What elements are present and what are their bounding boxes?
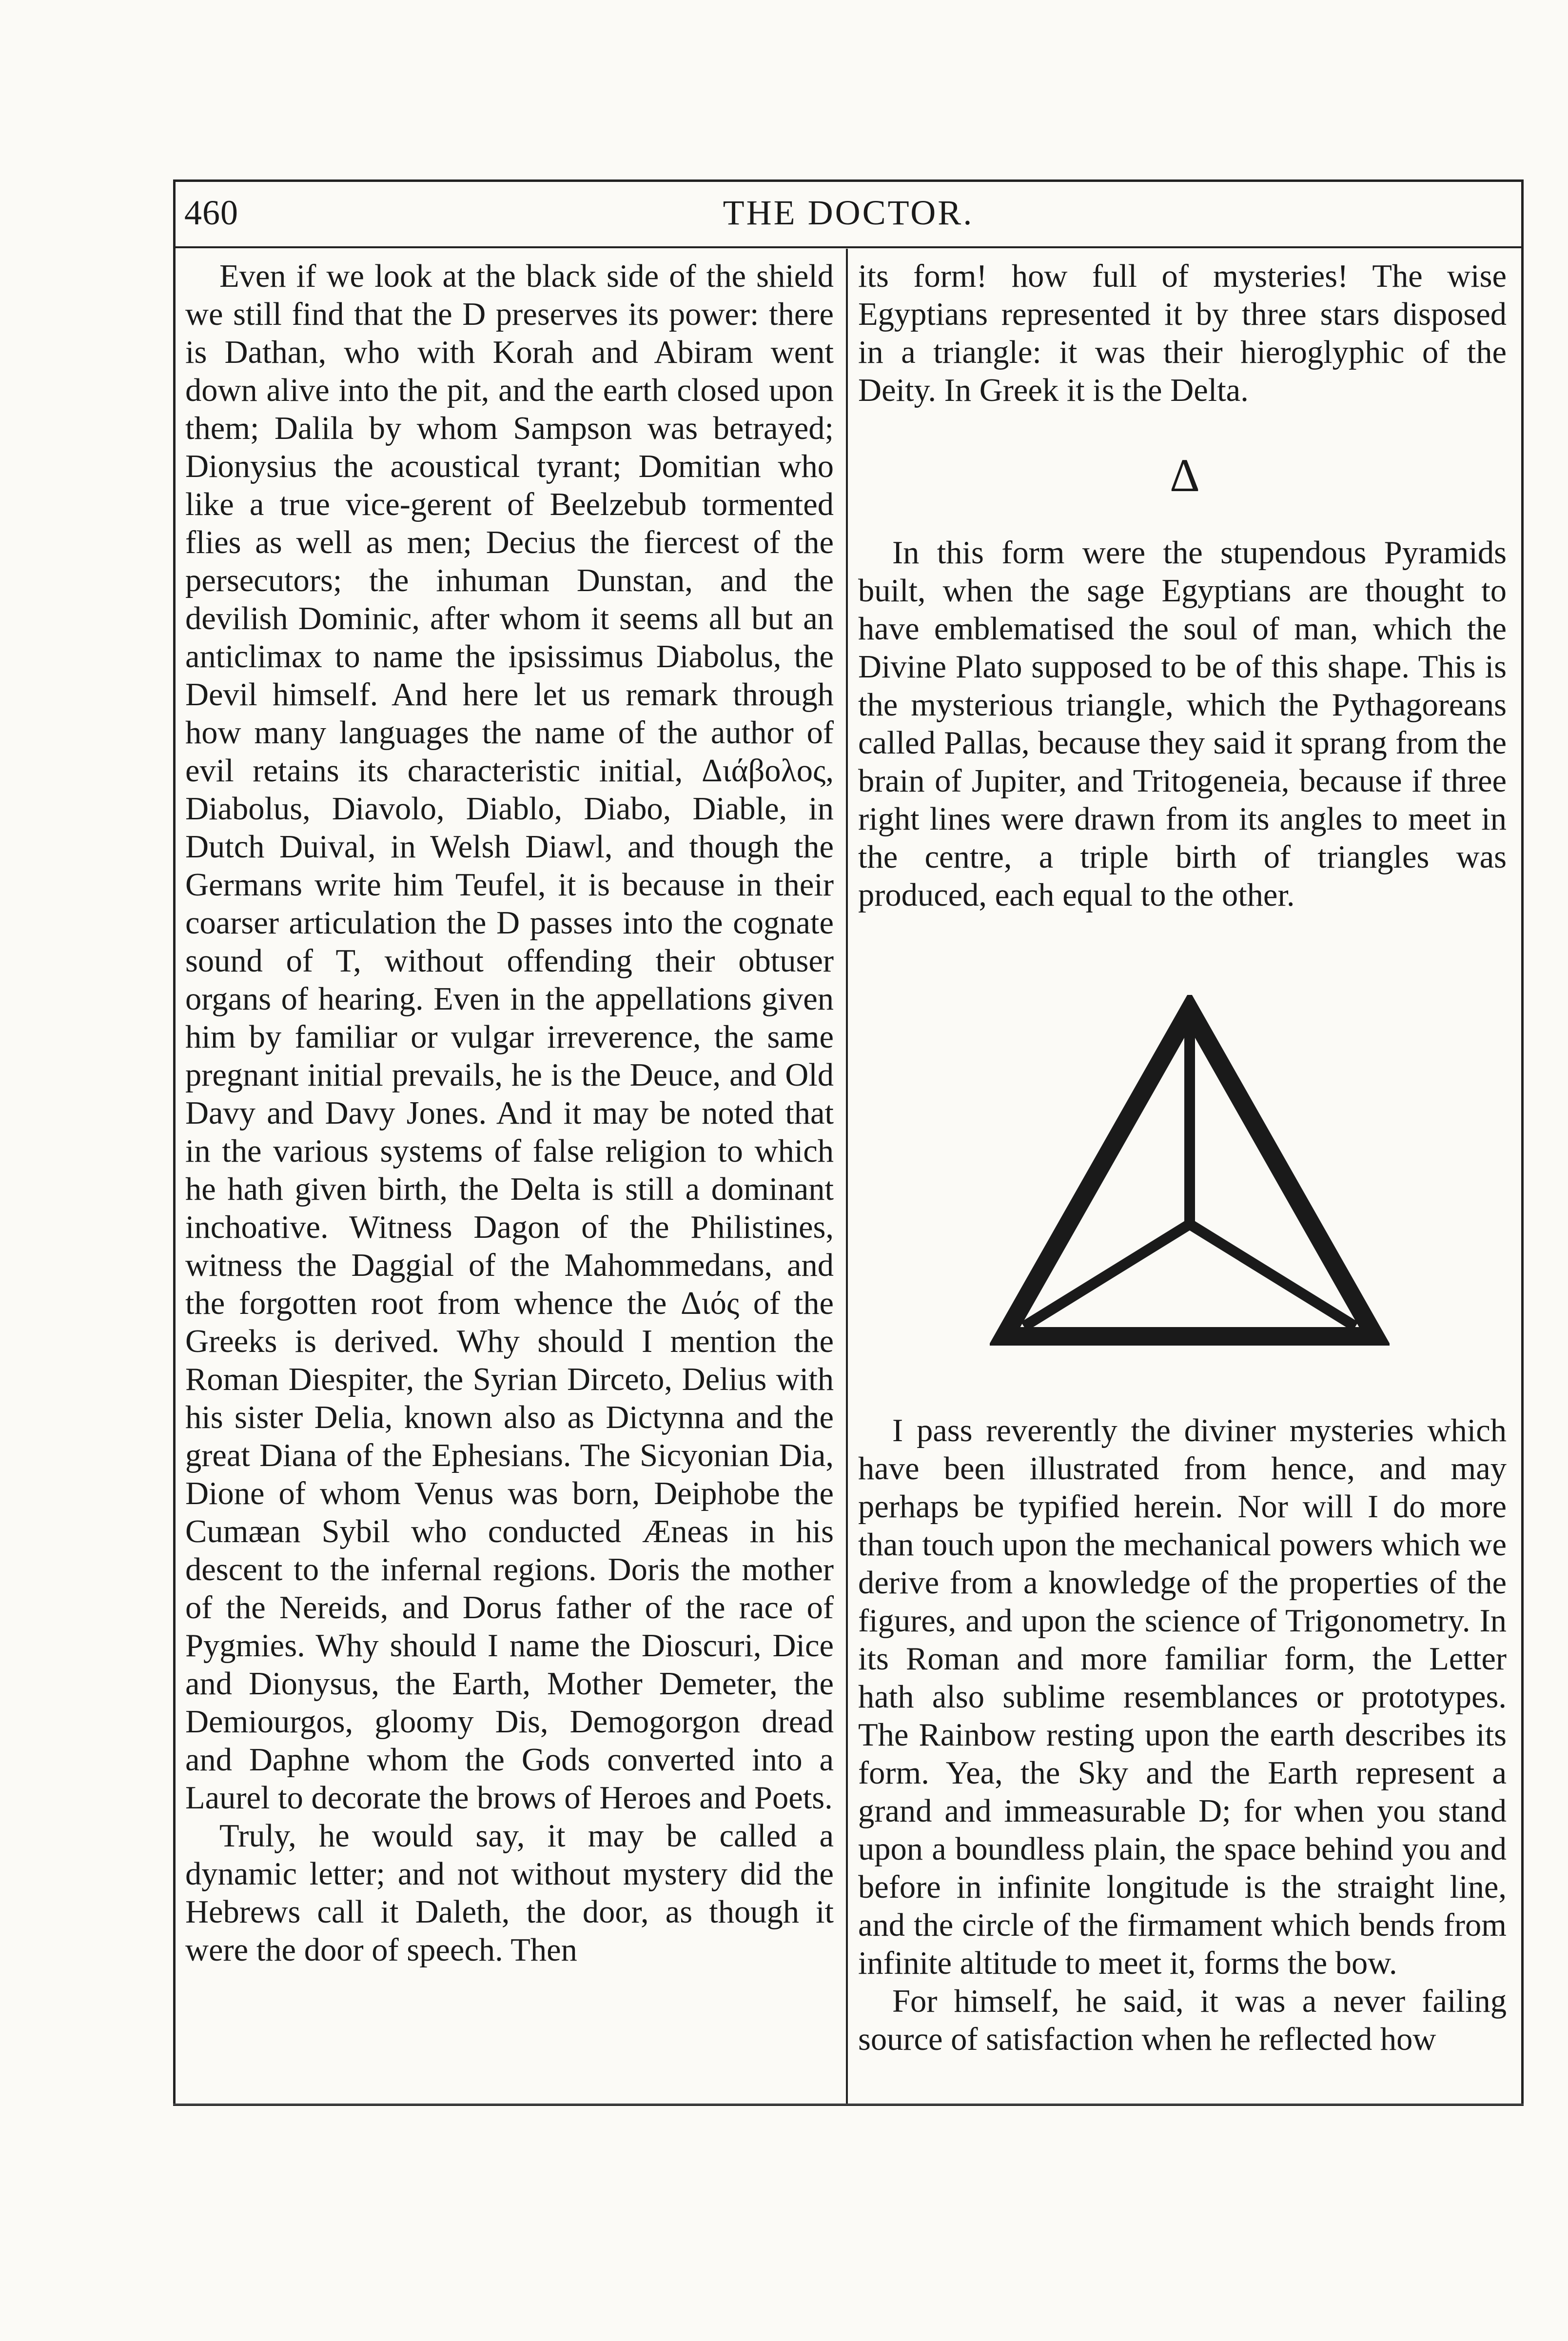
paragraph-diviner-mysteries: I pass reverently the diviner mysteries which have been illustrated from hence, and may perhaps be typified herein. Nor will I do more than touch upon the mechanical powers which we derive from a knowledge of the properties of the figures, and upon the science of Trigonometry. In its Roman and more familiar form, the Letter hath also sublime resemblances or prototypes. The Rainbow resting upon the earth describes its form. Yea, the Sky and the Earth represent a grand and immeasurable D; for when you stand upon a boundless plain, the space behind you and before in infinite longitude is the straight line, and the circle of the firmament which bends from infinite altitude to meet it, forms the bow. bbox=[858, 1413, 1507, 1981]
running-head bbox=[176, 193, 1521, 246]
delta-glyph: Δ bbox=[1170, 449, 1200, 501]
column-divider bbox=[846, 249, 848, 2104]
paragraph-continuation: its form! how full of mysteries! The wise Egyptians represented it by three stars disposed in a triangle: it was their hieroglyphic of the Deity. In Greek it is the Delta. bbox=[858, 258, 1507, 408]
running-title: THE DOCTOR. bbox=[723, 193, 974, 232]
paragraph-dynamic-letter: Truly, he would say, it may be called a dynamic letter; and not without mystery did the Hebrews call it Daleth, the door, as though it were the door of speech. Then bbox=[185, 1818, 834, 1968]
paragraph-satisfaction: For himself, he said, it was a never failing source of satisfaction when he reflected how bbox=[858, 1984, 1507, 2057]
right-column-after-figure bbox=[858, 1412, 1507, 2059]
header-rule bbox=[176, 246, 1521, 248]
page-number: 460 bbox=[184, 193, 238, 232]
right-column-pyramids bbox=[858, 534, 1507, 914]
left-column bbox=[185, 258, 834, 1969]
triangle-with-center-lines-icon bbox=[990, 995, 1390, 1356]
right-column-continuation bbox=[858, 258, 1507, 410]
footer-rule bbox=[173, 2103, 1524, 2105]
paragraph-black-side: Even if we look at the black side of the shield we still find that the D preserves its power: there is Dathan, who with Korah and Abiram went down alive into the pit, and the earth closed upon them; Dalila by whom Sampson was betrayed; Dionysius the acoustical tyrant; Domitian who like a true vice-gerent of Beelzebub tormented flies as well as men; Decius the fiercest of the persecutors; the inhuman Dunstan, and the devilish Dominic, after whom it seems all but an anticlimax to name the ipsissimus Diabolus, the Devil himself. And here let us remark through how many languages the name of the author of evil retains its characteristic initial, Διάβολος, Diabolus, Diavolo, Diablo, Diabo, Diable, in Dutch Duival, in Welsh Diawl, and though the Germans write him Teufel, it is because in their coarser articulation the D passes into the cognate sound of T, without offending their obtuser organs of hearing. Even in the appellations given him by familiar or vulgar irreverence, the same pregnant initial prevails, he is the Deuce, and Old Davy and Davy Jones. And it may be noted that in the various systems of false religion to which he hath given birth, the Delta is still a dominant inchoative. Witness Dagon of the Philistines, witness the Daggial of the Mahommedans, and the forgotten root from whence the Διός of the Greeks is derived. Why should I mention the Roman Diespiter, the Syrian Dirceto, Delius with his sister Delia, known also as Dictynna and the great Diana of the Ephesians. The Sicyonian Dia, Dione of whom Venus was born, Deiphobe the Cumæan Sybil who conducted Æneas in his descent to the infernal regions. Doris the mother of the Nereids, and Dorus father of the race of Pygmies. Why should I name the Dioscuri, Dice and Dionysus, the Earth, Mother Demeter, the Demiourgos, gloomy Dis, Demogorgon dread and Daphne whom the Gods converted into a Laurel to decorate the brows of Heroes and Poets. bbox=[185, 258, 834, 1816]
paragraph-pyramids: In this form were the stupendous Pyramids built, when the sage Egyptians are thought to have emblematised the soul of man, which the Divine Plato supposed to be of this shape. This is the mysterious triangle, which the Pythagoreans called Pallas, because they said it sprang from the brain of Jupiter, and Tritogeneia, because if three right lines were drawn from its angles to meet in the centre, a triple birth of triangles was produced, each equal to the other. bbox=[858, 535, 1507, 913]
